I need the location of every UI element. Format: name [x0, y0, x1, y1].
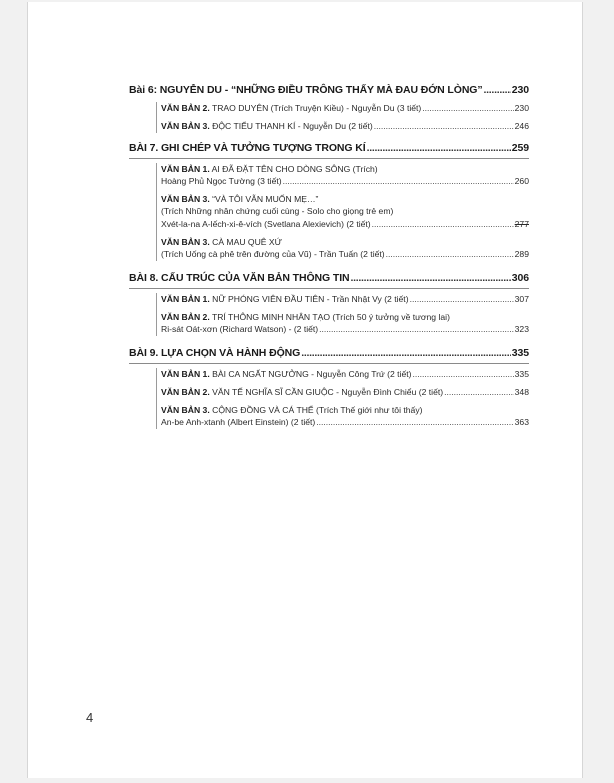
dot-leader [301, 347, 511, 359]
lesson-page: 230 [511, 84, 529, 96]
dot-leader [484, 84, 511, 96]
lesson-rule [129, 288, 529, 289]
lesson-title-row [129, 347, 529, 359]
lesson-title: Bài 6: NGUYỄN DU - “NHỮNG ĐIỀU TRÔNG THẤY MÀ ĐAU ĐỚN LÒNG” [129, 84, 483, 96]
entry-title: TRÍ THÔNG MINH NHÂN TẠO (Trích 50 ý tưởng về tương lai) [211, 311, 450, 322]
entry-title: CỘNG ĐỒNG VÀ CÁ THỂ (Trích Thế giới như tôi thấy) [212, 405, 423, 416]
entry-subtitle: (Trích Những nhân chứng cuối cùng - Solo cho giọng trẻ em) [161, 206, 394, 217]
dot-leader [316, 416, 513, 428]
entry-title: CÀ MAU QUÊ XỨ [212, 237, 283, 248]
entry-page: 230 [514, 103, 529, 113]
entry-label: VĂN BẢN 2. [161, 386, 210, 397]
entry-page: 246 [514, 121, 529, 132]
dot-leader [422, 102, 513, 114]
book-page [27, 2, 583, 778]
lesson-page: 259 [511, 141, 529, 154]
entry-author: (Trích Uống cà phê trên đường của Vũ) - Trần Tuấn (2 tiết) [161, 249, 385, 260]
toc-entry [161, 293, 529, 305]
dot-leader [367, 142, 511, 154]
lesson-title: BÀI 8. CẤU TRÚC CỦA VĂN BẢN THÔNG TIN [129, 271, 350, 284]
entry-label: VĂN BẢN 1. [161, 163, 210, 174]
toc-entry [161, 386, 529, 398]
entry-label: VĂN BẢN 3. [161, 121, 210, 132]
lesson-9-section [129, 347, 529, 429]
toc-entry [161, 102, 529, 114]
entry-page: 289 [514, 249, 529, 260]
lesson-entries [156, 163, 529, 261]
dot-leader [410, 293, 514, 305]
entry-label: VĂN BẢN 1. [161, 293, 210, 304]
entry-author: Xvét-la-na A-lếch-xi-ê-vích (Svetlana Alexievich) (2 tiết) [161, 218, 371, 229]
entry-author: An-be Anh-xtanh (Albert Einstein) (2 tiết) [161, 417, 316, 428]
entry-label: VĂN BẢN 3. [161, 194, 210, 205]
entry-page: 277 [514, 218, 529, 229]
lesson-7-section [129, 142, 529, 261]
lesson-title: BÀI 7. GHI CHÉP VÀ TƯỞNG TƯỢNG TRONG KÍ [129, 141, 366, 154]
toc-entry [161, 236, 529, 261]
lesson-page: 335 [511, 346, 529, 359]
lesson-rule [129, 158, 529, 159]
toc-entry [161, 193, 529, 230]
lesson-title: BÀI 9. LỰA CHỌN VÀ HÀNH ĐỘNG [129, 346, 301, 359]
toc-entry [161, 311, 529, 336]
dot-leader [413, 368, 514, 380]
entry-page: 260 [514, 175, 529, 186]
entry-author: Hoàng Phủ Ngọc Tường (3 tiết) [161, 175, 282, 186]
entry-page: 335 [514, 368, 529, 379]
entry-title: AI ĐÃ ĐẶT TÊN CHO DÒNG SÔNG (Trích) [211, 163, 378, 174]
dot-leader [374, 120, 514, 132]
entry-label: VĂN BẢN 2. [161, 311, 210, 322]
dot-leader [283, 175, 514, 187]
lesson-title-row [129, 272, 529, 284]
entry-page: 307 [514, 293, 529, 304]
table-of-contents [129, 84, 529, 440]
toc-entry [161, 120, 529, 132]
dot-leader [386, 248, 514, 260]
dot-leader [372, 218, 514, 230]
lesson-entries [156, 102, 529, 133]
page-number: 4 [86, 710, 94, 725]
entry-author: Ri-sát Oát-xơn (Richard Watson) - (2 tiết) [161, 324, 319, 335]
entry-title: VĂN TẾ NGHĨA SĨ CẦN GIUỘC - Nguyễn Đình Chiểu (2 tiết) [212, 386, 444, 397]
entry-page: 323 [514, 324, 529, 335]
entry-title: “VÀ TÔI VẪN MUỐN MẸ…” [212, 194, 319, 205]
lesson-page: 306 [511, 271, 529, 284]
dot-leader [444, 386, 514, 398]
entry-page: 363 [514, 417, 529, 428]
entry-title: ĐỘC TIỂU THANH KÍ - Nguyễn Du (2 tiết) [212, 121, 373, 132]
entry-label: VĂN BẢN 1. [161, 368, 210, 379]
entry-label: VĂN BẢN 2. [161, 103, 210, 113]
lesson-entries [156, 293, 529, 336]
toc-entry [161, 163, 529, 188]
lesson-8-section [129, 272, 529, 336]
toc-entry [161, 404, 529, 429]
entry-label: VĂN BẢN 3. [161, 237, 210, 248]
lesson-entries [156, 368, 529, 429]
lesson-title-row [129, 142, 529, 154]
lesson-6-section [129, 84, 529, 133]
entry-label: VĂN BẢN 3. [161, 405, 210, 416]
entry-page: 348 [514, 386, 529, 397]
dot-leader [351, 272, 511, 284]
entry-title: BÀI CA NGẤT NGƯỞNG - Nguyễn Công Trứ (2 tiết) [212, 368, 412, 379]
lesson-rule [129, 363, 529, 364]
toc-entry [161, 368, 529, 380]
entry-title: TRAO DUYÊN (Trích Truyện Kiều) - Nguyễn Du (3 tiết) [211, 103, 422, 113]
dot-leader [319, 323, 513, 335]
lesson-title-row [129, 84, 529, 96]
entry-title: NỮ PHÓNG VIÊN ĐẦU TIÊN - Trần Nhật Vy (2 tiết) [212, 293, 409, 304]
